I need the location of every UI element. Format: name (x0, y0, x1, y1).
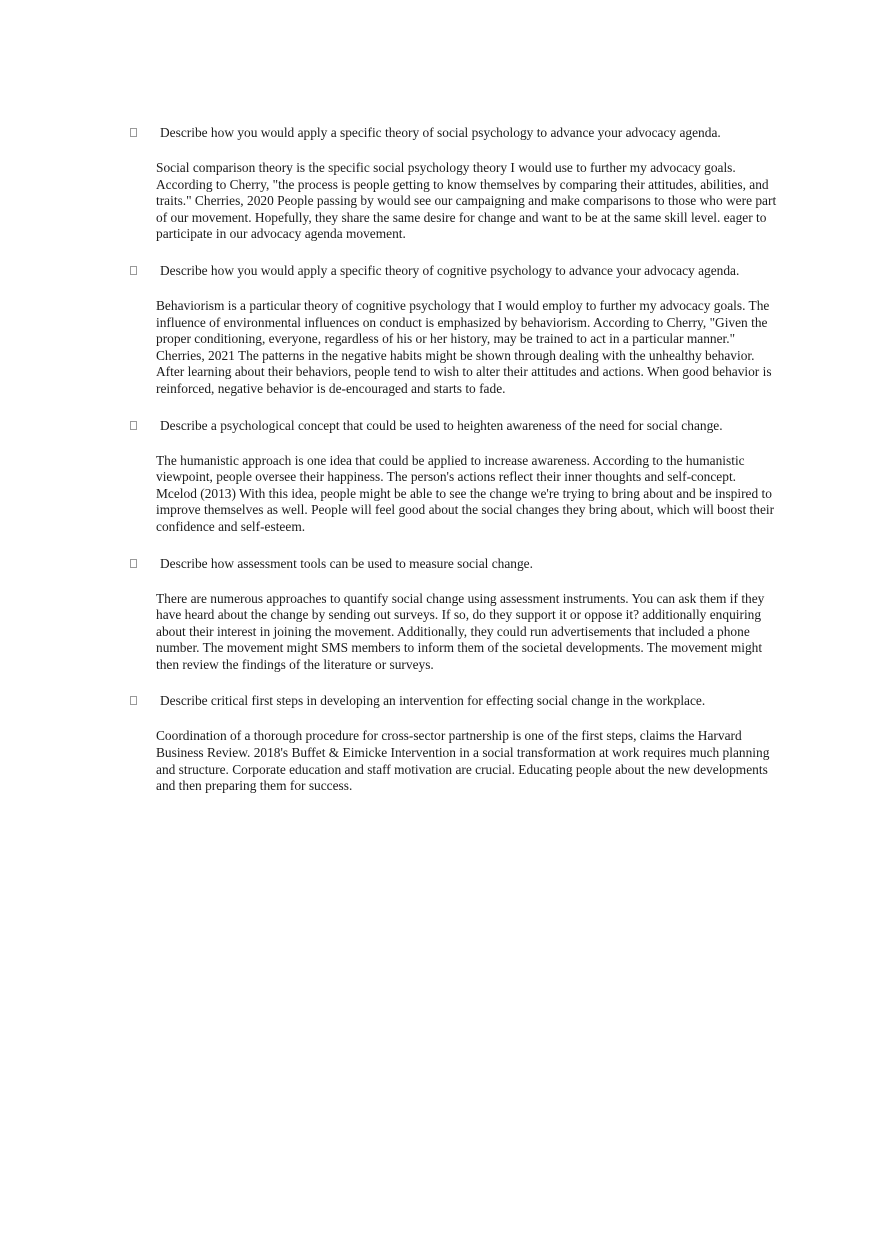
document-body (130, 124, 780, 795)
question-text: Describe how you would apply a specific theory of cognitive psychology to advance your advocacy agenda. (130, 262, 780, 279)
question-text: Describe how assessment tools can be used to measure social change. (130, 555, 780, 572)
section-cognitive-psychology (130, 262, 780, 398)
section-social-psychology (130, 124, 780, 243)
bullet-box-icon (130, 696, 137, 705)
question-text: Describe how you would apply a specific theory of social psychology to advance your advocacy agenda. (130, 124, 780, 141)
section-psychological-concept (130, 417, 780, 536)
answer-text: Coordination of a thorough procedure for cross-sector partnership is one of the first steps, claims the Harvard Business Review. 2018's Buffet & Eimicke Intervention in a social transformation at work requires much planning and structure. Corporate education and staff motivation are crucial. Educating people about the new developments and then preparing them for success. (156, 728, 770, 794)
answer-text: Behaviorism is a particular theory of cognitive psychology that I would employ to further my advocacy goals. The influence of environmental influences on conduct is emphasized by behaviorism. According to Cherry, "Given the proper conditioning, everyone, regardless of his or her history, may be trained to act in a particular manner." Cherries, 2021 The patterns in the negative habits might be shown through dealing with the unhealthy behavior. After learning about their behaviors, people tend to wish to alter their attitudes and actions. When good behavior is reinforced, negative behavior is de-encouraged and starts to fade. (156, 297, 772, 396)
bullet-box-icon (130, 266, 137, 275)
question-text: Describe critical first steps in developing an intervention for effecting social change in the workplace. (130, 692, 780, 709)
section-workplace-intervention (130, 692, 780, 794)
answer-text: There are numerous approaches to quantify social change using assessment instruments. You can ask them if they have heard about the change by sending out surveys. If so, do they support it or oppose it? additionally enquiring about their interest in joining the movement. Additionally, they could run advertisements that included a phone number. The movement might SMS members to inform them of the societal developments. The movement might then review the findings of the literature or surveys. (156, 590, 765, 672)
bullet-box-icon (130, 421, 137, 430)
question-text: Describe a psychological concept that could be used to heighten awareness of the need for social change. (130, 417, 780, 434)
answer-text: Social comparison theory is the specific social psychology theory I would use to further my advocacy goals. According to Cherry, "the process is people getting to know themselves by comparing their attitudes, abilities, and traits." Cherries, 2020 People passing by would see our campaigning and make comparisons to those who were part of our movement. Hopefully, they share the same desire for change and want to be at the same skill level. eager to participate in our advocacy agenda movement. (156, 160, 777, 242)
answer-text: The humanistic approach is one idea that could be applied to increase awareness. According to the humanistic viewpoint, people oversee their happiness. The person's actions reflect their inner thoughts and self-concept. Mcelod (2013) With this idea, people might be able to see the change we're trying to bring about and be inspired to improve themselves as well. People will feel good about the social changes they bring about, which will boost their confidence and self-esteem. (156, 452, 775, 534)
bullet-box-icon (130, 128, 137, 137)
bullet-box-icon (130, 559, 137, 568)
section-assessment-tools (130, 555, 780, 674)
